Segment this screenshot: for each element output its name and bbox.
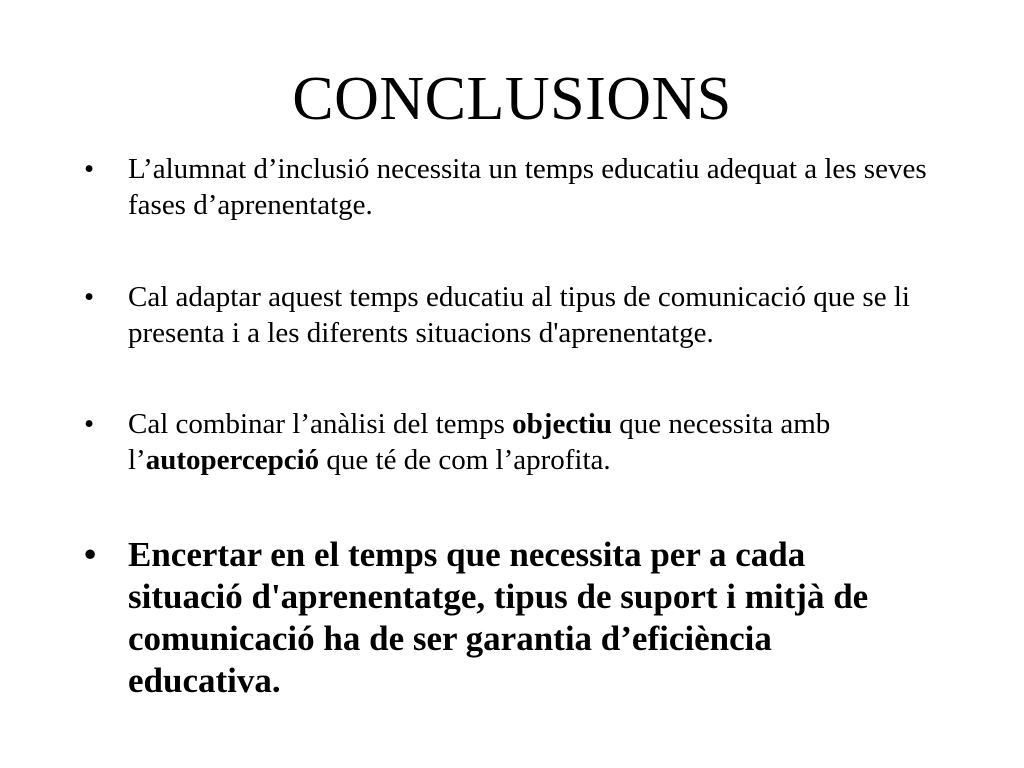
bullet-item-1 [84, 151, 944, 223]
bullet-text-3-part-1: Cal combinar l’anàlisi del temps [128, 408, 513, 440]
bullet-item-3 [84, 406, 944, 478]
bullet-text-1: L’alumnat d’inclusió necessita un temps educatiu adequat a les seves fases d’aprenentatge. [128, 153, 927, 221]
bullet-marker: • [84, 408, 95, 440]
slide-title: CONCLUSIONS [292, 65, 732, 133]
bullet-marker: • [84, 281, 95, 313]
bullet-marker: • [84, 535, 97, 574]
bullet-marker: • [84, 153, 95, 185]
bullet-text-2: Cal adaptar aquest temps educatiu al tipus de comunicació que se li presenta i a les diferents situacions d'aprenentatge. [128, 281, 910, 349]
bullet-text-3 [128, 406, 944, 478]
bullet-text-3-part-2: que necessita amb l’ [128, 408, 831, 476]
bullet-item-4 [84, 534, 944, 702]
bullet-text-3-part-3: que té de com l’aprofita. [319, 444, 611, 476]
bullet-text-3-bold-objectiu: objectiu [512, 408, 613, 440]
bullet-text-4: Encertar en el temps que necessita per a cada situació d'aprenentatge, tipus de suport i mitjà de comunicació ha de ser garantia d’eficiència educativa. [128, 535, 869, 700]
bullet-text-3-bold-autopercepcio: autopercepció [145, 444, 320, 476]
bullet-item-2 [84, 279, 944, 351]
